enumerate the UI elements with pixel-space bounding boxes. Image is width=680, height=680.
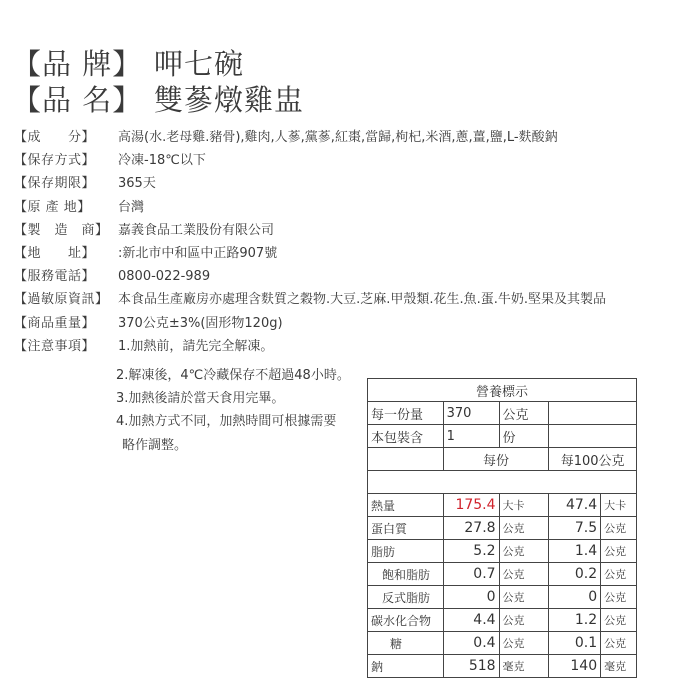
nutrition-row: 反式脂肪 0 公克 0 公克: [368, 586, 637, 609]
note-item: 2.解凍後，4℃冷藏保存不超過48小時。: [116, 368, 350, 383]
spec-row-ingredients: 【成 分】 高湯(水.老母雞.豬骨),雞肉,人蔘,黨蔘,紅棗,當歸,枸杞,米酒,蔥,薑,鹽,L-麩酸鈉: [14, 130, 558, 145]
nutrition-row: 飽和脂肪 0.7 公克 0.2 公克: [368, 563, 637, 586]
spec-row-notes: 【注意事項】 1.加熱前，請先完全解凍。: [14, 338, 274, 354]
energy-value: 175.4: [443, 494, 499, 517]
pack-label: 本包裝含: [368, 425, 444, 448]
nutrition-row: 脂肪 5.2 公克 1.4 公克: [368, 540, 637, 563]
brand-label: 【品 牌】: [12, 47, 143, 81]
spec-row-shelf-life: 【保存期限】 365天: [14, 176, 156, 192]
spec-row-origin: 【原 產 地】 台灣: [14, 199, 145, 215]
nutrition-row: 碳水化合物 4.4 公克 1.2 公克: [368, 609, 637, 632]
col-per-100g: 每100公克: [549, 448, 637, 471]
spec-row-storage: 【保存方式】 冷凍-18℃以下: [14, 153, 206, 169]
product-name-line: [12, 78, 304, 119]
spec-row-phone: 【服務電話】 0800-022-989: [14, 269, 211, 285]
serving-value: 370: [443, 402, 499, 425]
product-name-value: 雙蔘燉雞盅: [154, 83, 305, 117]
pack-value: 1: [443, 425, 499, 448]
notes-list: [116, 364, 350, 457]
spec-row-manufacturer: 【製 造 商】 嘉義食品工業股份有限公司: [14, 222, 275, 238]
spec-row-address: 【地 址】 :新北市中和區中正路907號: [14, 245, 278, 261]
spec-row-weight: 【商品重量】 370公克±3%(固形物120g): [14, 315, 283, 331]
note-item: 3.加熱後請於當天食用完畢。: [116, 391, 285, 407]
note-item: 4.加熱方式不同，加熱時間可根據需要: [116, 414, 337, 430]
nutrition-table: [367, 378, 637, 678]
nutrition-row: 鈉 518 毫克 140 毫克: [368, 655, 637, 678]
serving-unit: 公克: [499, 402, 549, 425]
brand-value: 呷七碗: [154, 47, 245, 81]
pack-unit: 份: [499, 425, 549, 448]
note-item: 略作調整。: [122, 437, 188, 453]
brand-line: [12, 42, 244, 83]
spec-list: [14, 126, 674, 358]
serving-label: 每一份量: [368, 402, 444, 425]
nutrition-row: 熱量 175.4 大卡 47.4 大卡: [368, 494, 637, 517]
product-name-label: 【品 名】: [12, 83, 143, 117]
nutrition-row: 蛋白質 27.8 公克 7.5 公克: [368, 517, 637, 540]
col-per-serving: 每份: [443, 448, 549, 471]
nutrition-row: 糖 0.4 公克 0.1 公克: [368, 632, 637, 655]
nutrition-title: 營養標示: [368, 379, 637, 402]
spec-row-allergen: 【過敏原資訊】 本食品生產廠房亦處理含麩質之穀物.大豆.芝麻.甲殼類.花生.魚.蛋.牛奶.堅果及其製品: [14, 292, 607, 308]
